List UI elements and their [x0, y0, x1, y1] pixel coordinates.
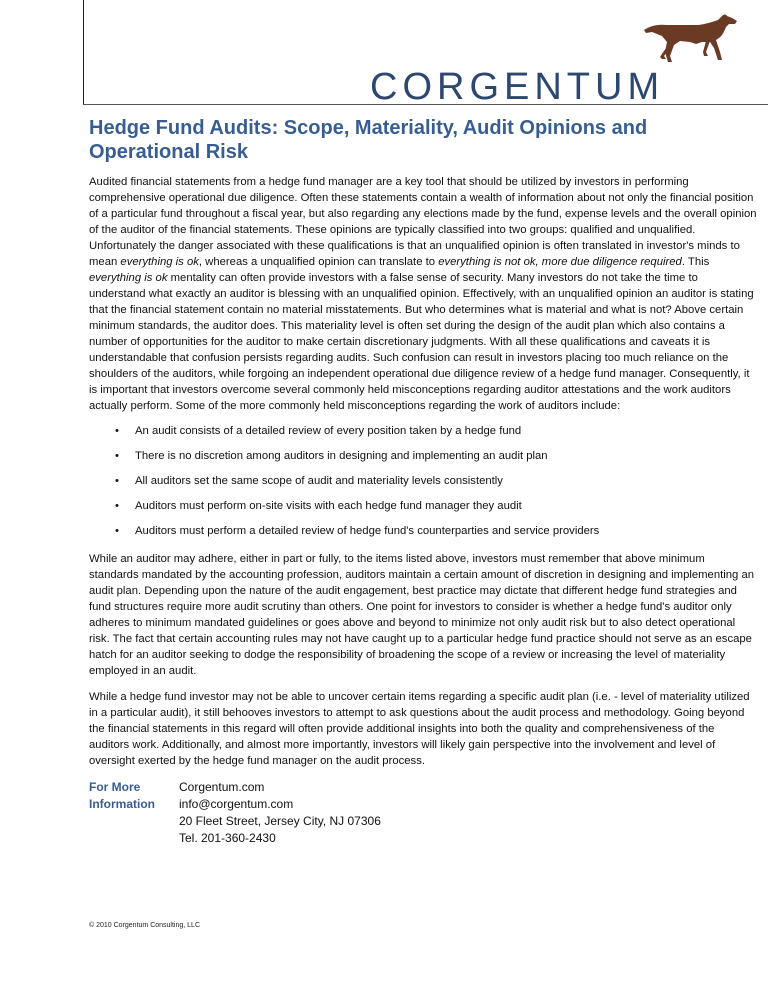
paragraph-text: , whereas a unqualified opinion can translate to [198, 256, 439, 268]
bullet-icon: • [115, 425, 119, 437]
contact-label [89, 779, 179, 847]
bullet-icon: • [115, 475, 119, 487]
bullet-icon: • [115, 500, 119, 512]
header-vertical-rule [83, 0, 84, 105]
bullet-icon: • [115, 525, 119, 537]
website-link[interactable]: Corgentum.com [179, 780, 265, 794]
list-item [89, 423, 757, 439]
contact-block [89, 779, 757, 847]
list-item [89, 448, 757, 464]
paragraph-text: mentality can often provide investors with a false sense of security. Many investors do not take the time to understand what exactly an auditor is blessing with an unqualified opinion. Effectively, with an unqualified opinion an auditor is stating that the financial statement contain no material misstatements. But who determines what is material and what is not? Above certain minimum standards, the auditor does. This materiality level is often set during the design of the audit plan which also contains a number of opportunities for the auditor to make certain discretionary judgments. With all these qualifications and caveats it is understandable that confusion persists regarding audits. Such confusion can result in investors placing too much reliance on the shoulders of the auditors, while forgoing an independent operational due diligence review of a hedge fund manager. Consequently, it is important that investors overcome several commonly held misconceptions regarding auditor attestations and the work auditors actually perform. Some of the more commonly held misconceptions regarding the work of auditors include: [89, 272, 754, 412]
investor-questions-paragraph: While a hedge fund investor may not be able to uncover certain items regarding a specific audit plan (i.e. - level of materiality utilized in a particular audit), it still behooves investors to attempt to ask questions about the audit process and methodology. Going beyond the financial statements in this regard will often provide additional insights into both the quality and comprehensiveness of the auditors work. Additionally, and almost more importantly, investors will likely gain perspective into the involvement and level of oversight exerted by the hedge fund manager on the audit process. [89, 691, 750, 767]
list-item [89, 473, 757, 489]
phone-text: Tel. 201-360-2430 [179, 831, 276, 845]
list-item-text: Auditors must perform a detailed review of hedge fund's counterparties and service providers [135, 525, 600, 537]
bullet-icon: • [115, 450, 119, 462]
list-item [89, 523, 757, 539]
list-item-text: Auditors must perform on-site visits with each hedge fund manager they audit [135, 500, 522, 512]
paragraph-text: . This [681, 256, 710, 268]
contact-label-line2: Information [89, 797, 155, 811]
intro-paragraph [89, 174, 757, 414]
address-text: 20 Fleet Street, Jersey City, NJ 07306 [179, 814, 381, 828]
corgentum-logo [370, 66, 720, 106]
list-item [89, 498, 757, 514]
logo-text: CORGENTUM [370, 66, 665, 108]
list-item-text: All auditors set the same scope of audit and materiality levels consistently [135, 475, 503, 487]
list-item-text: There is no discretion among auditors in designing and implementing an audit plan [135, 450, 548, 462]
document-body [89, 116, 757, 847]
misconceptions-list [89, 423, 757, 539]
paragraph-text: Audited financial statements from a hedge fund manager are a key tool that should be utilized by investors in performing comprehensive operational due diligence. Often these statements contain a wealth of information about not only the financial position of a particular fund throughout a fiscal year, but also regarding any elections made by the fund, expense levels and the overall opinion of the auditor of the financial statements. These opinions are typically classified into two groups: qualified and unqualified. Unfortunately the danger associated with these qualifications is that an unqualified opinion is often translated in investor's minds to mean [89, 176, 757, 268]
document-title: Hedge Fund Audits: Scope, Materiality, Audit Opinions and Operational Risk [89, 117, 648, 163]
copyright-notice: © 2010 Corgentum Consulting, LLC [89, 922, 200, 929]
email-link[interactable]: info@corgentum.com [179, 797, 294, 811]
contact-details [179, 779, 381, 847]
emphasis-text: everything is ok [120, 256, 199, 268]
pointer-dog-logo-icon [640, 12, 740, 64]
emphasis-text: everything is not ok, more due diligence required [438, 256, 682, 268]
adherence-paragraph: While an auditor may adhere, either in part or fully, to the items listed above, investors must remember that above minimum standards mandated by the accounting profession, auditors maintain a certain amount of discretion in designing and implementing an audit plan. Depending upon the nature of the audit engagement, best practice may dictate that different hedge fund strategies and fund structures require more audit scrutiny than others. One point for investors to consider is whether a hedge fund's auditor only adheres to minimum mandated guidelines or goes above and beyond to minimize not only audit risk but to also detect operational risk. The fact that certain accounting rules may not have caught up to a particular hedge fund practice should not serve as an escape hatch for an auditor seeking to dodge the responsibility of broadening the scope of a review or increasing the level of materiality employed in an audit. [89, 553, 755, 677]
contact-label-line1: For More [89, 780, 141, 794]
emphasis-text: everything is ok [89, 272, 168, 284]
list-item-text: An audit consists of a detailed review of every position taken by a hedge fund [135, 425, 522, 437]
